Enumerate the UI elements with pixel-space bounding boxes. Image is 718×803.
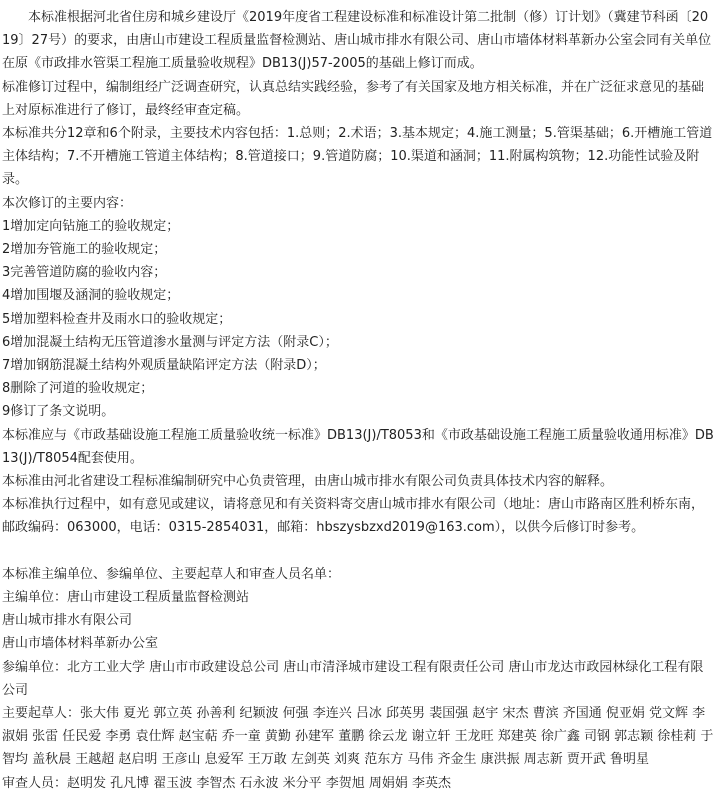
paragraph-management: 本标准由河北省建设工程标准编制研究中心负责管理，由唐山城市排水有限公司负责具体技术内容的解释。 [2,474,614,490]
paragraph-main-changes-heading: 本次修订的主要内容： [2,195,133,211]
participating-units: 参编单位：北方工业大学 唐山市市政建设总公司 唐山市清泽城市建设工程有限责任公司 唐山市龙达市政园林绿化工程有限公司 [2,659,704,698]
main-drafters: 主要起草人：张大伟 夏光 郭立英 孙善利 纪颖波 何强 李连兴 吕冰 邱英男 裴国强 赵宇 宋杰 曹滨 齐国通 倪亚娟 党文辉 李淑娟 张雷 任民爱 李勇 袁仕辉 赵宝萜 乔一童 黄勤 孙建军 董鹏 徐云龙 谢立轩 王龙旺 郑建英 徐广鑫 司钢 郭志颖 徐桂莉 于智均 盖秋晨 王越超 赵启明 王彦山 息爱军 王万敢 左剑英 刘爽 范东方 马伟 齐金生 康洪振 周志新 贾开武 鲁明星 [2,706,714,768]
chief-unit-3: 唐山市墙体材料革新办公室 [2,636,159,652]
list-item: 1增加定向钻施工的验收规定； [2,218,180,234]
list-item: 4增加围堰及涵洞的验收规定； [2,288,180,304]
list-item: 2增加夯管施工的验收规定； [2,242,167,258]
spacer [2,540,714,563]
paragraph-feedback: 本标准执行过程中，如有意见或建议，请将意见和有关资料寄交唐山城市排水有限公司（地址：唐山市路南区胜利桥东南，邮政编码：063000，电话：0315-2854031，邮箱：hbszysbzxd2019@163.com），以供今后修订时参考。 [2,497,705,536]
paragraph-companion-standards: 本标准应与《市政基础设施工程施工质量验收统一标准》DB13(J)/T8053和《市政基础设施工程施工质量验收通用标准》DB13(J)/T8054配套使用。 [2,427,714,466]
list-item: 6增加混凝土结构无压管道渗水量测与评定方法（附录C）； [2,334,338,350]
list-item: 5增加塑料检查井及雨水口的验收规定； [2,311,232,327]
list-item: 7增加钢筋混凝土结构外观质量缺陷评定方法（附录D）； [2,358,326,374]
paragraph-contents: 本标准共分12章和6个附录，主要技术内容包括：1.总则；2.术语；3.基本规定；4.施工测量；5.管渠基础；6.开槽施工管道主体结构；7.不开槽施工管道主体结构；8.管道接口；9.管道防腐；10.渠道和涵洞；11.附属构筑物；12.功能性试验及附录。 [2,126,713,188]
changes-list [2,215,714,424]
chief-unit: 主编单位：唐山市建设工程质量监督检测站 [2,590,250,606]
list-item: 8删除了河道的验收规定； [2,381,154,397]
paragraph-revision-process: 标准修订过程中，编制组经广泛调查研究，认真总结实践经验，参考了有关国家及地方相关标准，并在广泛征求意见的基础上对原标准进行了修订，最终经审查定稿。 [2,79,705,118]
paragraph-basis: 本标准根据河北省住房和城乡建设厅《2019年度省工程建设标准和标准设计第二批制（修）订计划》（冀建节科函〔2019〕27号）的要求，由唐山市建设工程质量监督检测站、唐山城市排水有限公司、唐山市墙体材料革新办公室会同有关单位在原《市政排水管渠工程施工质量验收规程》DB13(J)57-2005的基础上修订而成。 [2,10,712,72]
list-item: 9修订了条文说明。 [2,404,115,420]
reviewers: 审查人员：赵明发 孔凡博 翟玉波 李智杰 石永波 米分平 李贺旭 周娟娟 李英杰 [2,775,452,791]
chief-unit-2: 唐山城市排水有限公司 [2,613,133,629]
list-item: 3完善管道防腐的验收内容； [2,265,167,281]
personnel-heading: 本标准主编单位、参编单位、主要起草人和审查人员名单： [2,566,341,582]
